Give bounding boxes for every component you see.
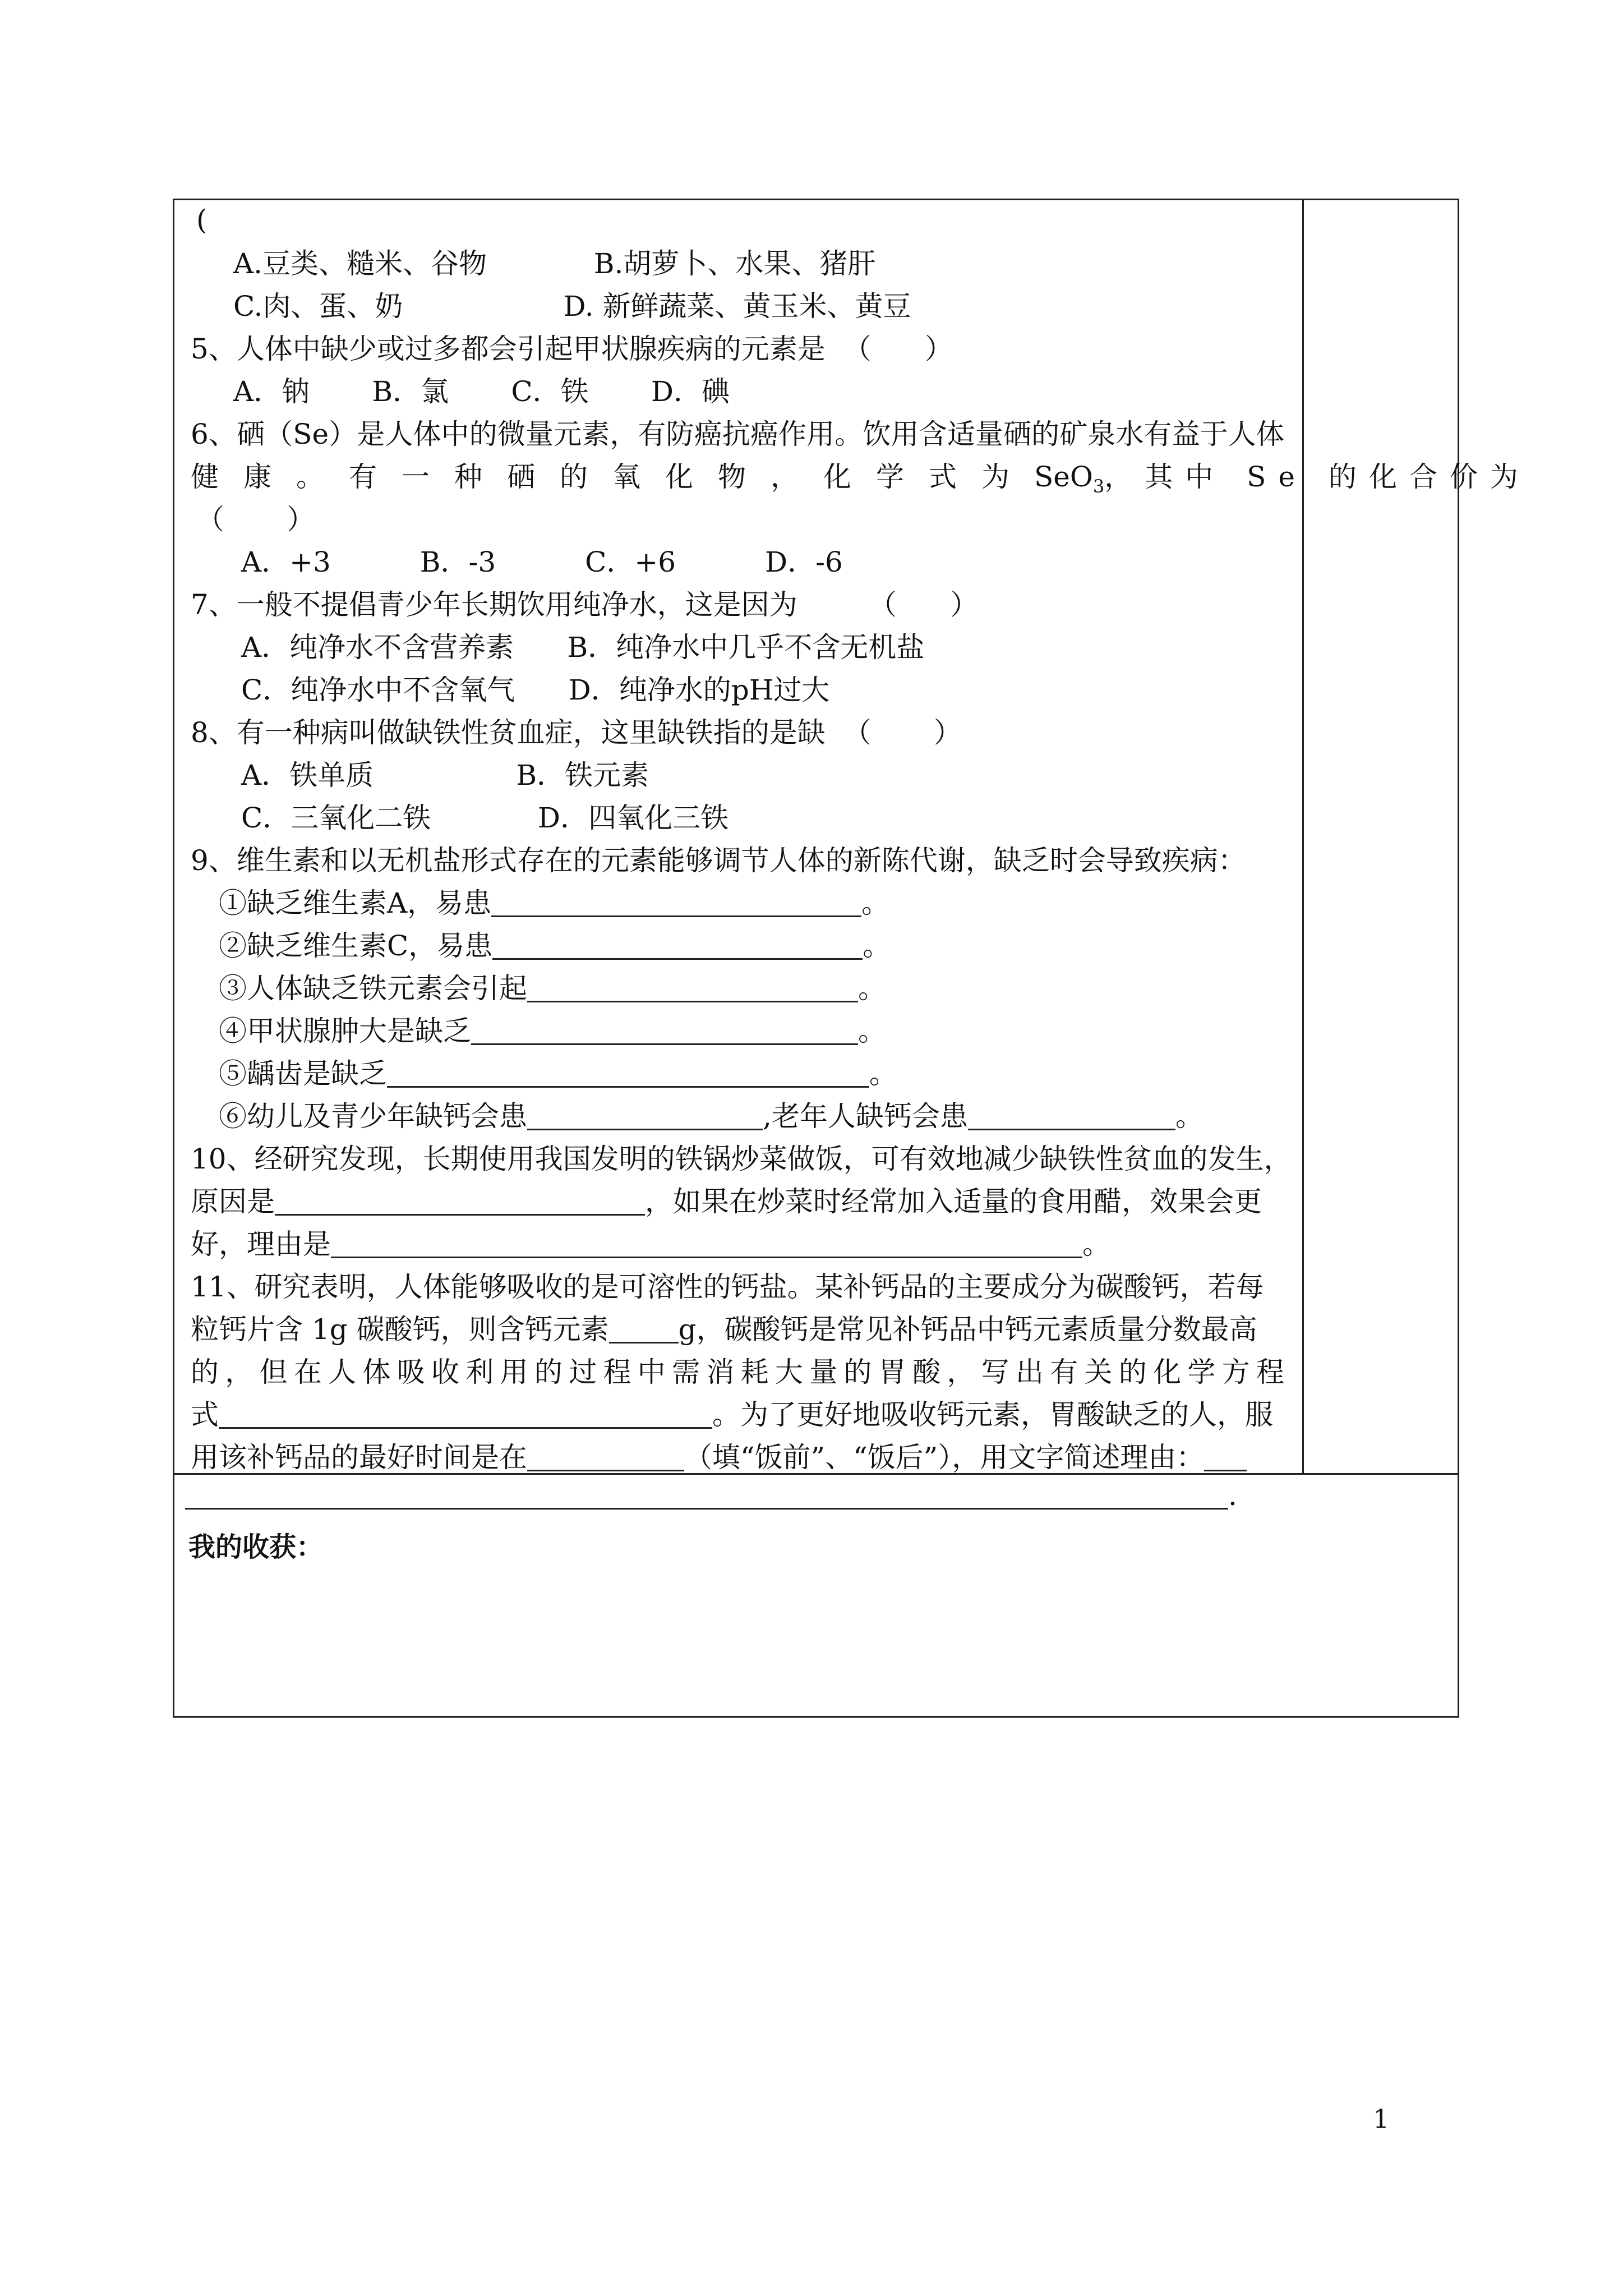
q9-blank-6a[interactable] <box>527 1104 763 1130</box>
q11-label-b: g，碳酸钙是常见补钙品中钙元素质量分数最高 <box>678 1313 1257 1346</box>
page-number: 1 <box>1373 2104 1390 2134</box>
period: 。 <box>869 1057 897 1090</box>
q9-item-2 <box>219 929 891 963</box>
q9-blank-4[interactable] <box>471 1019 858 1045</box>
period: 。 <box>863 930 891 962</box>
paren-open: ( <box>196 204 208 236</box>
q11-blank-equation[interactable] <box>219 1402 712 1429</box>
q9-item-4 <box>219 1014 886 1048</box>
period: 。 <box>858 972 886 1005</box>
q7-options-ab: A．纯净水不含营养素 B．纯净水中几乎不含无机盐 <box>241 631 925 664</box>
q11-line6 <box>185 1479 1237 1512</box>
q11-label-a: 粒钙片含 1g 碳酸钙，则含钙元素 <box>191 1313 609 1346</box>
q11-line3: 的，但在人体吸收利用的过程中需消耗大量的胃酸，写出有关的化学方程 <box>191 1356 1284 1388</box>
q9-item-5-label: ⑤龋齿是缺乏 <box>219 1057 387 1090</box>
q9-item-2-label: ②缺乏维生素C，易患 <box>219 930 493 962</box>
q9-text: 9、维生素和以无机盐形式存在的元素能够调节人体的新陈代谢，缺乏时会导致疾病： <box>191 844 1246 877</box>
q6-formula-sub: 3 <box>1092 476 1105 497</box>
q6-options: A．+3 B．-3 C．+6 D．-6 <box>241 546 843 578</box>
q9-item-6-label: ⑥幼儿及青少年缺钙会患 <box>219 1100 527 1133</box>
q10-line1: 10、经研究发现，长期使用我国发明的铁锅炒菜做饭，可有效地减少缺铁性贫血的发生， <box>191 1143 1292 1175</box>
q8-options-ab: A．铁单质 B．铁元素 <box>241 759 649 792</box>
q11-label-f: （填“饭前”、“饭后”），用文字简述理由： <box>684 1441 1205 1474</box>
period: 。 <box>1082 1228 1110 1260</box>
period: 。 <box>1175 1100 1204 1133</box>
q11-blank-mass[interactable] <box>609 1317 679 1343</box>
q9-item-3 <box>219 972 886 1005</box>
q9-blank-1[interactable] <box>491 891 861 917</box>
q11-line4 <box>191 1398 1273 1432</box>
q6-line1: 6、硒（Se）是人体中的微量元素，有防癌抗癌作用。饮用含适量硒的矿泉水有益于人体 <box>191 418 1284 450</box>
q9-item-5 <box>219 1057 897 1091</box>
q8-options-cd: C．三氧化二铁 D．四氧化三铁 <box>241 802 729 834</box>
q9-item-1 <box>219 886 889 920</box>
q6-formula-wrap <box>1034 460 1104 503</box>
q11-label-d: 。为了更好地吸收钙元素，胃酸缺乏的人，服 <box>712 1398 1273 1431</box>
q6-line2-end: ，其中 Se 的化合价为 <box>1104 461 1530 493</box>
q9-blank-5[interactable] <box>387 1061 869 1088</box>
q9-item-1-label: ①缺乏维生素A，易患 <box>219 887 492 919</box>
q4-options-cd: C.肉、蛋、奶 D. 新鲜蔬菜、黄玉米、黄豆 <box>233 290 911 323</box>
period: 。 <box>861 887 890 919</box>
q7-text: 7、一般不提倡青少年长期饮用纯净水，这是因为 （ ） <box>191 588 979 621</box>
q7-options-cd: C．纯净水中不含氧气 D．纯净水的pH过大 <box>241 674 830 706</box>
q9-blank-3[interactable] <box>527 976 858 1002</box>
q11-label-e: 用该补钙品的最好时间是在 <box>191 1441 527 1474</box>
gain-label: 我的收获： <box>188 1531 324 1563</box>
q10-blank-1[interactable] <box>275 1189 645 1216</box>
q11-line1: 11、研究表明，人体能够吸收的是可溶性的钙盐。某补钙品的主要成分为碳酸钙，若每 <box>191 1271 1264 1303</box>
q4-options-ab: A.豆类、糙米、谷物 B.胡萝卜、水果、猪肝 <box>233 247 876 280</box>
q9-item-4-label: ④甲状腺肿大是缺乏 <box>219 1015 471 1047</box>
q10-label-b: ，如果在炒菜时经常加入适量的食用醋，效果会更 <box>645 1185 1262 1218</box>
q11-blank-time[interactable] <box>527 1445 684 1471</box>
q8-text: 8、有一种病叫做缺铁性贫血症，这里缺铁指的是缺 （ ） <box>191 716 962 749</box>
q6-line2-start: 健康。有一种硒的氧化物，化学式为 <box>191 461 1034 493</box>
q11-line5 <box>191 1441 1247 1474</box>
q11-blank-reason-start[interactable] <box>1204 1445 1247 1471</box>
q6-line3: （ ） <box>196 503 315 536</box>
q11-line2 <box>191 1313 1257 1346</box>
q11-blank-reason[interactable] <box>185 1483 1228 1510</box>
q11-label-c: 式 <box>191 1398 219 1431</box>
q9-blank-6b[interactable] <box>968 1104 1175 1130</box>
q10-blank-2[interactable] <box>331 1232 1082 1258</box>
q6-formula: SeO <box>1034 461 1093 493</box>
q9-item-6-label-b: ,老年人缺钙会患 <box>763 1100 968 1133</box>
q10-line2 <box>191 1185 1262 1218</box>
q5-text: 5、人体中缺少或过多都会引起甲状腺疾病的元素是 （ ） <box>191 333 953 365</box>
q10-label-c: 好，理由是 <box>191 1228 331 1260</box>
q10-label-a: 原因是 <box>191 1185 275 1218</box>
q9-blank-2[interactable] <box>492 933 863 960</box>
q10-line3 <box>191 1227 1110 1261</box>
q9-item-6 <box>219 1099 1204 1133</box>
period: 。 <box>858 1015 886 1047</box>
dot: . <box>1228 1479 1237 1512</box>
q9-item-3-label: ③人体缺乏铁元素会引起 <box>219 972 527 1005</box>
q6-line2 <box>191 460 1530 503</box>
q5-options: A．钠 B．氯 C．铁 D．碘 <box>233 375 730 408</box>
